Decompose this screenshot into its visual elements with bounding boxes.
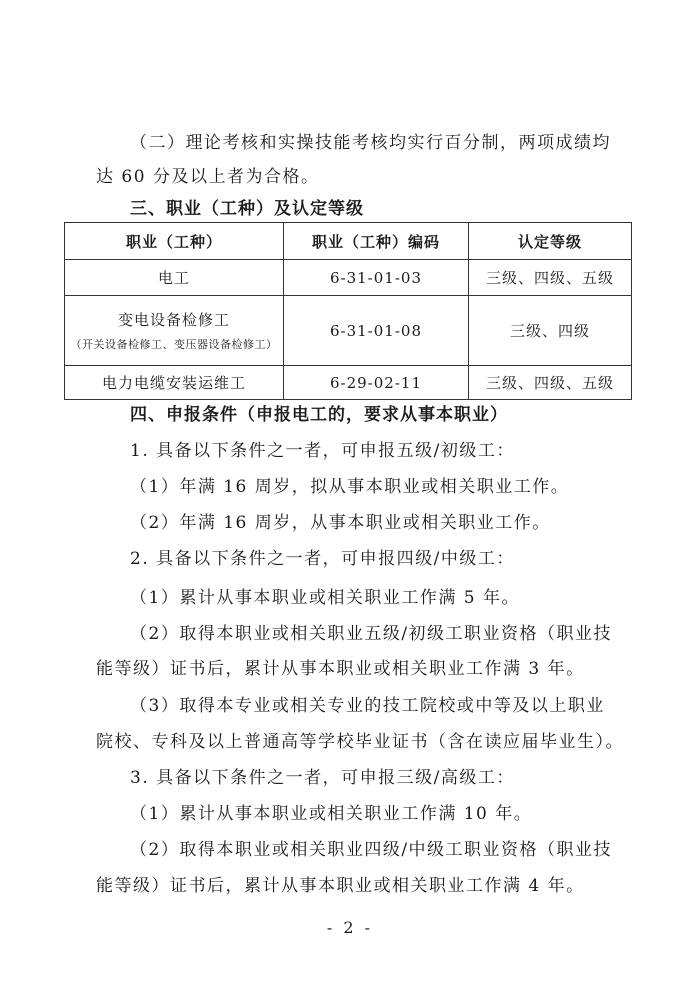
occupation-name: 变电设备检修工 <box>117 311 230 329</box>
condition-line: （2）取得本职业或相关职业四级/中级工职业资格（职业技 <box>130 840 613 860</box>
table-cell-level: 三级、四级 <box>469 296 632 366</box>
occupation-note: （开关设备检修工、变压器设备检修工） <box>70 338 278 351</box>
table-row <box>65 260 632 296</box>
table-cell-level: 三级、四级、五级 <box>469 366 632 400</box>
condition-line: 2. 具备以下条件之一者，可申报四级/中级工： <box>130 549 515 569</box>
table-cell-occupation <box>65 296 284 366</box>
table-header-level: 认定等级 <box>469 223 632 260</box>
table-cell-level: 三级、四级、五级 <box>469 260 632 296</box>
condition-line: （1）累计从事本职业或相关职业工作满 10 年。 <box>130 804 533 824</box>
table-cell-occupation: 电工 <box>65 260 284 296</box>
table-row <box>65 366 632 400</box>
section-3-title: 三、职业（工种）及认定等级 <box>130 199 364 219</box>
table-header-occupation: 职业（工种） <box>65 223 284 260</box>
condition-line: 3. 具备以下条件之一者，可申报三级/高级工： <box>130 768 515 788</box>
table-header-code: 职业（工种）编码 <box>284 223 469 260</box>
condition-line: 能等级）证书后，累计从事本职业或相关职业工作满 4 年。 <box>96 876 585 896</box>
table-cell-code: 6-31-01-08 <box>284 296 469 366</box>
condition-line: （1）累计从事本职业或相关职业工作满 5 年。 <box>130 588 520 608</box>
page-number: - 2 - <box>326 918 374 937</box>
condition-line: 1. 具备以下条件之一者，可申报五级/初级工： <box>130 441 515 461</box>
paragraph-2-line-1: （二）理论考核和实操技能考核均实行百分制，两项成绩均 <box>130 133 611 153</box>
table-cell-occupation: 电力电缆安装运维工 <box>65 366 284 400</box>
table-cell-code: 6-31-01-03 <box>284 260 469 296</box>
condition-line: （2）取得本职业或相关职业五级/初级工职业资格（职业技 <box>130 624 613 644</box>
table-cell-code: 6-29-02-11 <box>284 366 469 400</box>
condition-line: （2）年满 16 周岁，从事本职业或相关职业工作。 <box>130 513 551 533</box>
occupation-table <box>64 222 632 400</box>
table-row <box>65 296 632 366</box>
section-4-title: 四、申报条件（申报电工的，要求从事本职业） <box>130 405 508 425</box>
condition-line: 能等级）证书后，累计从事本职业或相关职业工作满 3 年。 <box>96 659 585 679</box>
paragraph-2-line-2: 达 60 分及以上者为合格。 <box>96 167 320 187</box>
condition-line: 院校、专科及以上普通高等学校毕业证书（含在读应届毕业生）。 <box>96 732 624 752</box>
condition-line: （1）年满 16 周岁，拟从事本职业或相关职业工作。 <box>130 477 570 497</box>
table-header-row <box>65 223 632 260</box>
condition-line: （3）取得本专业或相关专业的技工院校或中等及以上职业 <box>130 696 605 716</box>
